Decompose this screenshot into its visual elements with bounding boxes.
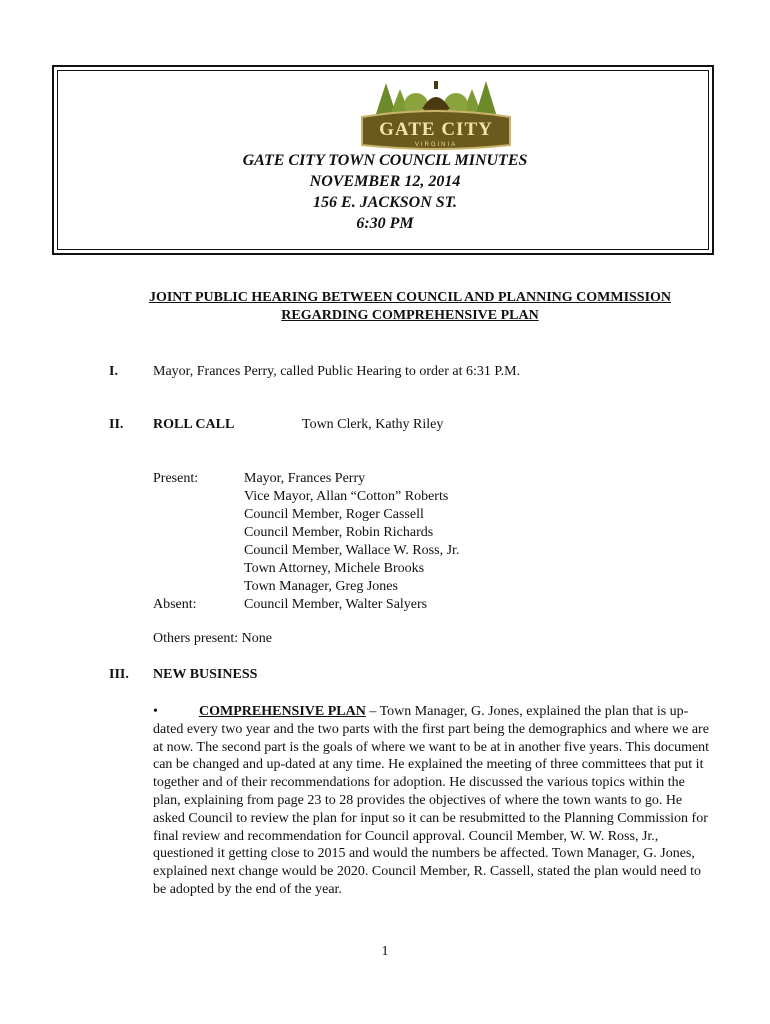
section-1-number: I. — [109, 364, 118, 379]
new-business-heading: NEW BUSINESS — [153, 667, 258, 682]
town-clerk: Town Clerk, Kathy Riley — [302, 417, 444, 432]
present-member: Town Manager, Greg Jones — [244, 579, 398, 594]
page-number: 1 — [381, 944, 389, 959]
absent-label: Absent: — [153, 597, 197, 612]
bullet-icon: • — [153, 704, 158, 719]
meeting-address: 156 E. JACKSON ST. — [313, 194, 457, 211]
comprehensive-plan-text: – Town Manager, G. Jones, explained the plan that is up-dated every two year and the two parts with the first part being the demographics and where we are at now. The second part is the goals of where we want to be at in another five years. This document can be changed and up-dated at any time. He explained the meeting of three committees that put it together and of their recommendations for adoption. He discussed the various topics within the plan, explaining from page 23 to 28 provides the objectives of where the town wants to go. He asked Council to review the plan for input so it can be resubmitted to the Planning Commission for final review and recommendation for Council approval. Council Member, W. W. Ross, Jr., questioned it getting close to 2015 and would the numbers be affected. Town Manager, G. Jones, explained next change would be 2020. Council Member, R. Cassell, stated the plan would need to be adopted by the end of the year. — [153, 704, 710, 897]
present-member: Mayor, Frances Perry — [244, 471, 366, 486]
section-3-number: III. — [109, 667, 129, 682]
present-member: Council Member, Roger Cassell — [244, 507, 424, 522]
meeting-date: NOVEMBER 12, 2014 — [309, 173, 461, 190]
section-1-text: Mayor, Frances Perry, called Public Hearing to order at 6:31 P.M. — [153, 364, 521, 379]
document-title: GATE CITY TOWN COUNCIL MINUTES — [242, 152, 528, 169]
subheading-line-1: JOINT PUBLIC HEARING BETWEEN COUNCIL AND PLANNING COMMISSION — [148, 290, 672, 305]
subheading-line-2: REGARDING COMPREHENSIVE PLAN — [281, 308, 539, 323]
present-label: Present: — [153, 471, 199, 486]
meeting-time: 6:30 PM — [356, 215, 414, 232]
comprehensive-plan-paragraph — [153, 703, 713, 899]
present-member: Council Member, Wallace W. Ross, Jr. — [244, 543, 460, 558]
comprehensive-plan-title: COMPREHENSIVE PLAN — [199, 704, 366, 719]
gate-city-logo — [356, 75, 516, 155]
others-present: Others present: None — [153, 631, 272, 646]
logo-subtitle: VIRGINIA — [414, 142, 458, 148]
section-2-number: II. — [109, 417, 124, 432]
logo-wordmark: GATE CITY — [379, 119, 493, 140]
document-title-block — [0, 150, 770, 234]
present-member: Town Attorney, Michele Brooks — [244, 561, 425, 576]
present-member: Council Member, Robin Richards — [244, 525, 434, 540]
roll-call-heading: ROLL CALL — [153, 417, 235, 432]
present-list — [244, 470, 459, 596]
section-subheading — [0, 289, 770, 325]
absent-member: Council Member, Walter Salyers — [244, 597, 428, 612]
present-member: Vice Mayor, Allan “Cotton” Roberts — [244, 489, 449, 504]
